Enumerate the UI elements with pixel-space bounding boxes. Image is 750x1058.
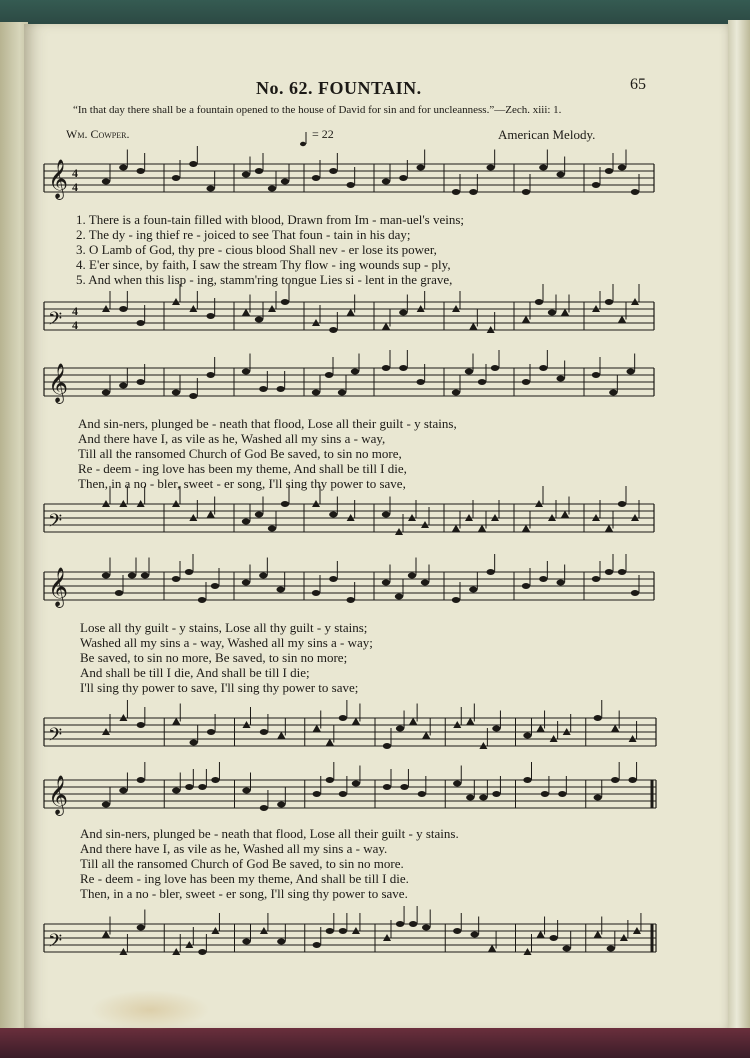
- note-head: [452, 189, 460, 195]
- bass-clef-icon: 𝄢: [48, 309, 63, 334]
- verse-line: Be saved, to sin no more, Be saved, to sin no more;: [80, 650, 348, 665]
- note-head: [631, 590, 639, 596]
- note-head: [562, 946, 570, 952]
- note-head: [609, 390, 617, 396]
- note-head: [346, 597, 354, 603]
- treble-clef-icon: 𝄞: [48, 159, 69, 199]
- verse-line: 1. There is a foun-tain filled with blood, Drawn from Im - man-uel's veins;: [76, 212, 465, 227]
- shape-note: [522, 316, 530, 323]
- note-head: [416, 379, 424, 385]
- note-head: [522, 189, 530, 195]
- shape-note: [277, 732, 285, 739]
- note-head: [351, 369, 359, 375]
- shape-note: [522, 525, 530, 532]
- verse-line: And shall be till I die, And shall be till I die;: [80, 665, 310, 680]
- note-head: [339, 791, 347, 797]
- lyricist-credit: Wm. Cowper.: [66, 127, 130, 141]
- note-head: [422, 925, 430, 931]
- note-head: [206, 186, 214, 192]
- note-head: [466, 795, 474, 801]
- note-head: [137, 722, 145, 728]
- note-head: [396, 726, 404, 732]
- note-head: [119, 165, 127, 171]
- note-head: [469, 587, 477, 593]
- note-head: [549, 935, 557, 941]
- note-head: [594, 715, 602, 721]
- verse-line: Till all the ransomed Church of God Be saved, to sin no more.: [80, 856, 404, 871]
- note-head: [556, 376, 564, 382]
- verse-line: Re - deem - ing love has been my theme, And shall be till I die.: [80, 871, 409, 886]
- shape-note: [207, 511, 215, 518]
- verse-line: Till all the ransomed Church of God Be saved, to sin no more,: [78, 446, 402, 461]
- note-head: [626, 369, 634, 375]
- note-head: [119, 788, 127, 794]
- note-head: [452, 390, 460, 396]
- note-head: [539, 365, 547, 371]
- note-head: [281, 299, 289, 305]
- verse-line: Then, in a no - bler, sweet - er song, I'll sing thy power to save,: [78, 476, 406, 491]
- note-head: [206, 313, 214, 319]
- time-signature-top: 4: [72, 304, 78, 318]
- note-head: [189, 161, 197, 167]
- note-head: [396, 921, 404, 927]
- note-head: [329, 512, 337, 518]
- bass-clef-icon: 𝄢: [48, 511, 63, 536]
- note-head: [382, 365, 390, 371]
- note-head: [198, 597, 206, 603]
- note-head: [242, 580, 250, 586]
- note-head: [607, 946, 615, 952]
- verse-line: And there have I, as vile as he, Washed all my sins a - way,: [78, 431, 386, 446]
- shape-note: [561, 511, 569, 518]
- note-head: [136, 379, 144, 385]
- treble-clef-icon: 𝄞: [48, 363, 69, 403]
- shape-note: [382, 323, 390, 330]
- note-head: [276, 587, 284, 593]
- note-head: [395, 594, 403, 600]
- note-head: [329, 327, 337, 333]
- note-head: [255, 317, 263, 323]
- note-head: [352, 781, 360, 787]
- bass-staff-3: [44, 714, 656, 750]
- time-signature-top: 4: [72, 166, 78, 180]
- verse-line: And sin-ners, plunged be - neath that flood, Lose all their guilt - y stains.: [80, 826, 459, 841]
- note-head: [408, 573, 416, 579]
- note-head: [102, 390, 110, 396]
- note-head: [268, 526, 276, 532]
- note-head: [400, 784, 408, 790]
- paper-stain: [90, 990, 210, 1030]
- note-head: [399, 175, 407, 181]
- note-head: [189, 740, 197, 746]
- note-head: [242, 519, 250, 525]
- shape-note: [605, 525, 613, 532]
- note-head: [492, 726, 500, 732]
- note-head: [631, 189, 639, 195]
- note-head: [211, 777, 219, 783]
- note-head: [594, 795, 602, 801]
- lyrics-block-4: [80, 826, 459, 901]
- shape-note: [242, 309, 250, 316]
- note-head: [242, 369, 250, 375]
- note-head: [115, 590, 123, 596]
- verse-line: Re - deem - ing love has been my theme, And shall be till I die,: [78, 461, 407, 476]
- shape-note: [478, 525, 486, 532]
- note-head: [329, 576, 337, 582]
- note-head: [592, 182, 600, 188]
- shape-note: [452, 525, 460, 532]
- note-head: [312, 590, 320, 596]
- note-head: [119, 383, 127, 389]
- tune-credit: American Melody.: [498, 127, 596, 142]
- shape-note: [537, 725, 545, 732]
- lyrics-block-3: [80, 620, 373, 695]
- note-head: [136, 320, 144, 326]
- note-head: [618, 165, 626, 171]
- note-head: [277, 939, 285, 945]
- hymn-title: No. 62. FOUNTAIN.: [256, 78, 422, 98]
- shape-note: [409, 718, 417, 725]
- note-head: [465, 369, 473, 375]
- shape-note: [313, 725, 321, 732]
- verse-line: And sin-ners, plunged be - neath that flood, Lose all their guilt - y stains,: [78, 416, 457, 431]
- book-cover-bottom: [0, 1028, 750, 1058]
- treble-clef-icon: 𝄞: [48, 567, 69, 607]
- shape-note: [488, 945, 496, 952]
- note-head: [326, 928, 334, 934]
- note-head: [556, 172, 564, 178]
- note-head: [452, 597, 460, 603]
- page-number: 65: [630, 76, 646, 93]
- note-head: [383, 743, 391, 749]
- treble-staff-4: [44, 775, 656, 815]
- note-head: [137, 925, 145, 931]
- note-head: [259, 573, 267, 579]
- scripture-epigraph: “In that day there shall be a fountain opened to the house of David for sin and for uncleanness.”—Zech. xiii: 1.: [73, 104, 562, 116]
- bass-staff-1: [44, 298, 654, 334]
- note-head: [102, 179, 110, 185]
- note-head: [421, 580, 429, 586]
- note-head: [492, 791, 500, 797]
- note-head: [281, 501, 289, 507]
- note-head: [535, 299, 543, 305]
- note-head: [260, 805, 268, 811]
- note-head: [539, 576, 547, 582]
- note-head: [277, 802, 285, 808]
- bass-staff-4: [44, 920, 656, 956]
- note-head: [313, 942, 321, 948]
- verse-line: 2. The dy - ing thief re - joiced to see That foun - tain in his day;: [76, 227, 411, 242]
- note-head: [198, 949, 206, 955]
- tempo-marking: = 22: [312, 127, 334, 141]
- note-head: [592, 576, 600, 582]
- note-head: [548, 310, 556, 316]
- note-head: [541, 791, 549, 797]
- verse-line: Washed all my sins a - way, Washed all my sins a - way;: [80, 635, 373, 650]
- note-head: [172, 576, 180, 582]
- note-head: [382, 580, 390, 586]
- note-head: [312, 175, 320, 181]
- shape-note: [466, 718, 474, 725]
- time-signature-bottom: 4: [72, 318, 78, 332]
- note-head: [399, 365, 407, 371]
- note-head: [523, 777, 531, 783]
- note-head: [141, 573, 149, 579]
- shape-note: [537, 931, 545, 938]
- shape-note: [347, 309, 355, 316]
- note-head: [119, 306, 127, 312]
- note-head: [556, 580, 564, 586]
- shape-note: [594, 931, 602, 938]
- note-head: [206, 372, 214, 378]
- bass-staff-2: [44, 500, 654, 536]
- note-head: [522, 379, 530, 385]
- note-head: [268, 186, 276, 192]
- verse-line: Then, in a no - bler, sweet - er song, I'll sing thy power to save.: [80, 886, 408, 901]
- note-head: [486, 165, 494, 171]
- note-head: [198, 784, 206, 790]
- shape-note: [102, 931, 110, 938]
- note-head: [325, 372, 333, 378]
- shape-note: [469, 323, 477, 330]
- note-head: [211, 583, 219, 589]
- verse-line: I'll sing thy power to save, I'll sing thy power to save;: [80, 680, 359, 695]
- note-head: [255, 512, 263, 518]
- note-head: [172, 788, 180, 794]
- note-head: [172, 390, 180, 396]
- note-head: [418, 791, 426, 797]
- note-head: [207, 729, 215, 735]
- note-head: [539, 165, 547, 171]
- time-signature-bottom: 4: [72, 180, 78, 194]
- note-head: [605, 569, 613, 575]
- shape-note: [618, 316, 626, 323]
- note-head: [339, 715, 347, 721]
- note-head: [618, 501, 626, 507]
- note-head: [260, 729, 268, 735]
- shape-note: [422, 732, 430, 739]
- note-head: [399, 310, 407, 316]
- note-head: [312, 390, 320, 396]
- verse-line: 4. E'er since, by faith, I saw the stream Thy flow - ing wounds sup - ply,: [76, 257, 451, 272]
- note-head: [242, 939, 250, 945]
- note-head: [605, 299, 613, 305]
- verse-line: 5. And when this lisp - ing, stamm'ring tongue Lies si - lent in the grave,: [76, 272, 453, 287]
- note-head: [416, 165, 424, 171]
- note-head: [185, 784, 193, 790]
- note-head: [259, 386, 267, 392]
- note-head: [329, 168, 337, 174]
- verse-line: 3. O Lamb of God, thy pre - cious blood Shall nev - er lose its power,: [76, 242, 437, 257]
- note-head: [128, 573, 136, 579]
- note-head: [242, 172, 250, 178]
- note-head: [409, 921, 417, 927]
- note-head: [479, 795, 487, 801]
- note-head: [382, 512, 390, 518]
- shape-note: [172, 718, 180, 725]
- verse-line: And there have I, as vile as he, Washed all my sins a - way.: [80, 841, 388, 856]
- note-head: [383, 784, 391, 790]
- note-head: [605, 168, 613, 174]
- note-head: [486, 569, 494, 575]
- bass-clef-icon: 𝄢: [48, 931, 63, 956]
- note-head: [478, 379, 486, 385]
- note-head: [313, 791, 321, 797]
- treble-staff-1: [44, 159, 654, 199]
- treble-staff-3: [44, 567, 654, 607]
- note-head: [382, 179, 390, 185]
- shape-note: [326, 739, 334, 746]
- page-stack-edge: [728, 20, 750, 1032]
- shape-note: [611, 725, 619, 732]
- note-head: [255, 168, 263, 174]
- shape-note: [561, 309, 569, 316]
- note-head: [172, 175, 180, 181]
- note-head: [281, 179, 289, 185]
- note-head: [136, 168, 144, 174]
- note-head: [470, 932, 478, 938]
- note-head: [338, 390, 346, 396]
- note-head: [558, 791, 566, 797]
- note-head: [453, 781, 461, 787]
- quarter-note-icon: [300, 132, 310, 148]
- note-head: [491, 365, 499, 371]
- note-head: [137, 777, 145, 783]
- note-head: [102, 573, 110, 579]
- note-head: [618, 569, 626, 575]
- note-head: [346, 182, 354, 188]
- note-head: [189, 393, 197, 399]
- verse-line: Lose all thy guilt - y stains, Lose all thy guilt - y stains;: [80, 620, 368, 635]
- note-head: [242, 788, 250, 794]
- note-head: [185, 569, 193, 575]
- note-head: [453, 928, 461, 934]
- note-head: [469, 189, 477, 195]
- lyrics-block-2: [78, 416, 457, 491]
- note-head: [628, 777, 636, 783]
- lyrics-block-1: [76, 212, 464, 287]
- note-head: [102, 802, 110, 808]
- note-head: [339, 928, 347, 934]
- bass-clef-icon: 𝄢: [48, 725, 63, 750]
- shape-note: [352, 718, 360, 725]
- note-head: [522, 583, 530, 589]
- note-head: [611, 777, 619, 783]
- note-head: [592, 372, 600, 378]
- treble-staff-2: [44, 363, 654, 403]
- note-head: [523, 733, 531, 739]
- treble-clef-icon: 𝄞: [48, 775, 69, 815]
- note-head: [326, 777, 334, 783]
- note-head: [276, 386, 284, 392]
